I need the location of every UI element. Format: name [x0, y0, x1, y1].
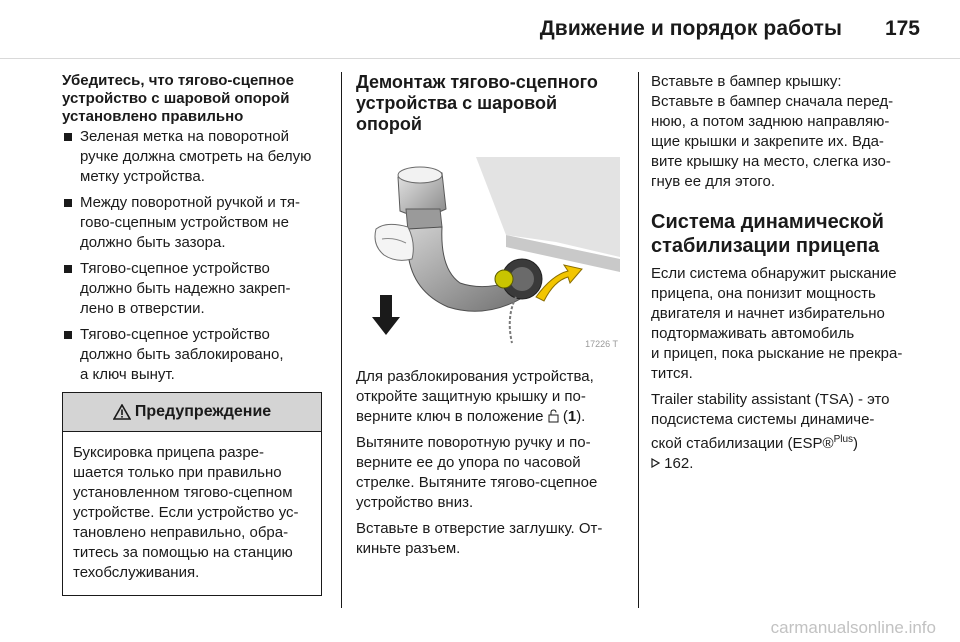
paragraph-line: киньте разъем. [356, 540, 461, 557]
paragraph-text: ( [558, 408, 568, 425]
paragraph-line: Вставьте в бампер крышку: [651, 73, 842, 90]
warning-header [63, 393, 321, 432]
warning-line: устройстве. Если устройство ус- [73, 504, 299, 521]
paragraph-text: ской стабилизации (ESP® [651, 435, 834, 452]
column-right [651, 72, 921, 480]
list-item-line: Зеленая метка на поворотной [80, 128, 289, 145]
tow-hitch-illustration [356, 147, 620, 355]
paragraph-line: двигателя и начнет избирательно [651, 305, 885, 322]
heading-line: Убедитесь, что тягово-сцепное [62, 72, 294, 89]
paragraph-line: подтормаживать автомобиль [651, 325, 855, 342]
check-heading [62, 72, 324, 126]
paragraph-text: верните ключ в положение [356, 408, 548, 425]
list-item-line: Тягово-сцепное устройство [80, 326, 270, 343]
tow-hitch-drawing [356, 147, 620, 355]
column-left [62, 72, 324, 596]
paragraph-line: подсистема системы динамиче- [651, 411, 875, 428]
paragraph-line: устройство вниз. [356, 494, 474, 511]
warning-line: титесь за помощью на станцию [73, 544, 293, 561]
warning-triangle-icon [113, 404, 131, 420]
section-title [356, 72, 620, 135]
warning-line: шается только при правильно [73, 464, 282, 481]
paragraph-line: тится. [651, 365, 693, 382]
list-item [62, 259, 324, 319]
bullet-square-icon [64, 199, 72, 207]
paragraph-line: прицепа, она понизит мощность [651, 285, 876, 302]
page-reference[interactable] [651, 454, 921, 474]
paragraph-text: ) [853, 435, 859, 452]
paragraph-line: Trailer stability assistant (TSA) - это [651, 391, 890, 408]
callout-number: 1 [567, 408, 577, 425]
cover-paragraph [651, 72, 921, 192]
page-reference-arrow-icon [651, 458, 660, 468]
paragraph-line: гнув ее для этого. [651, 173, 776, 190]
paragraph-line: нюю, а потом заднюю направляю- [651, 113, 890, 130]
page-number: 175 [884, 17, 920, 40]
paragraph-line [651, 430, 921, 454]
warning-box [62, 392, 322, 596]
paragraph-line: Для разблокирования устройства, [356, 368, 594, 385]
heading-line: стабилизации прицепа [651, 235, 880, 257]
bullet-square-icon [64, 331, 72, 339]
paragraph-line [356, 407, 620, 427]
unlock-paragraph [356, 367, 620, 427]
paragraph-line: и прицеп, пока рыскание не прекра- [651, 345, 903, 362]
column-divider [341, 72, 342, 608]
list-item-line: должно быть заблокировано, [80, 346, 284, 363]
tsa-paragraph [651, 264, 921, 384]
list-item [62, 127, 324, 187]
list-item [62, 325, 324, 385]
warning-text [63, 432, 321, 595]
unlocked-padlock-icon [548, 409, 559, 423]
warning-line: Буксировка прицепа разре- [73, 444, 264, 461]
list-item-line: ручке должна смотреть на белую [80, 148, 312, 165]
figure-code: 17226 T [585, 339, 618, 349]
list-item-line: Тягово-сцепное устройство [80, 260, 270, 277]
paragraph-text: ). [576, 408, 586, 425]
paragraph-line: Вытяните поворотную ручку и по- [356, 434, 591, 451]
list-item-line: а ключ вынут. [80, 366, 175, 383]
list-item-line: лено в отверстии. [80, 300, 205, 317]
list-item-line: Между поворотной ручкой и тя- [80, 194, 300, 211]
section-title-line: устройства с шаровой опорой [356, 93, 558, 134]
heading-line: Система динамической [651, 211, 884, 233]
column-middle [356, 72, 620, 565]
column-divider [638, 72, 639, 608]
check-list [62, 127, 324, 385]
paragraph-line: верните ее до упора по часовой [356, 454, 581, 471]
superscript-text: Plus [833, 434, 854, 445]
bullet-square-icon [64, 133, 72, 141]
heading-line: установлено правильно [62, 108, 244, 125]
paragraph-line: Если система обнаружит рыскание [651, 265, 897, 282]
warning-line: установленном тягово-сцепном [73, 484, 293, 501]
paragraph-line: Вставьте в отверстие заглушку. От- [356, 520, 603, 537]
warning-line: техобслуживания. [73, 564, 200, 581]
bullet-square-icon [64, 265, 72, 273]
paragraph-line: откройте защитную крышку и по- [356, 388, 586, 405]
paragraph-line: щие крышки и закрепите их. Вда- [651, 133, 884, 150]
watermark-text: carmanualsonline.info [770, 618, 936, 637]
plug-paragraph [356, 519, 620, 559]
paragraph-line: Вставьте в бампер сначала перед- [651, 93, 894, 110]
page-title: Движение и порядок работы [539, 17, 842, 40]
list-item-line: должно быть зазора. [80, 234, 226, 251]
tsa-heading [651, 210, 921, 258]
list-item-line: гово-сцепным устройством не [80, 214, 289, 231]
page-header [0, 0, 960, 59]
paragraph-line: вите крышку на место, слегка изо- [651, 153, 891, 170]
list-item [62, 193, 324, 253]
warning-title: Предупреждение [134, 403, 272, 420]
list-item-line: должно быть надежно закреп- [80, 280, 291, 297]
section-title-line: Демонтаж тягово-сцепного [356, 72, 598, 92]
paragraph-line: стрелке. Вытяните тягово-сцепное [356, 474, 598, 491]
esp-paragraph [651, 390, 921, 474]
heading-line: устройство с шаровой опорой [62, 90, 290, 107]
pull-paragraph [356, 433, 620, 513]
list-item-line: метку устройства. [80, 168, 205, 185]
warning-line: тановлено неправильно, обра- [73, 524, 289, 541]
page-reference-text: 162. [660, 455, 694, 472]
